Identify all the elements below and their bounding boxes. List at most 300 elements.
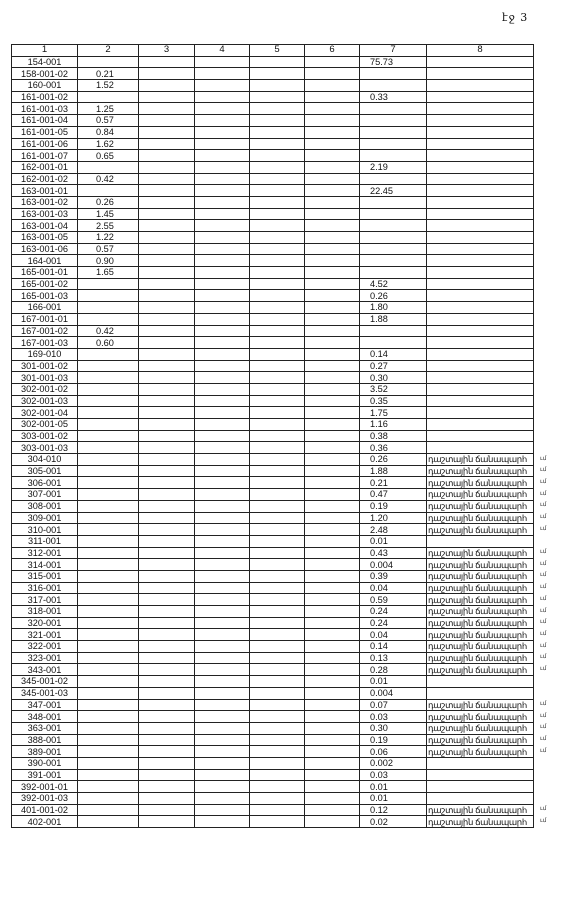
table-row	[12, 407, 534, 419]
column-4-cell	[195, 383, 250, 395]
margin-mark: ւմ	[540, 549, 547, 556]
col-header: 2	[78, 45, 139, 57]
table-row	[12, 138, 534, 150]
land-type-note-cell	[427, 68, 534, 80]
column-2-value-cell	[78, 383, 139, 395]
table-row	[12, 419, 534, 431]
column-3-cell	[139, 91, 195, 103]
column-7-value-cell: 0.43	[360, 547, 427, 559]
column-3-cell	[139, 816, 195, 828]
column-5-cell	[250, 161, 305, 173]
column-5-cell	[250, 150, 305, 162]
column-5-cell	[250, 699, 305, 711]
column-2-value-cell	[78, 395, 139, 407]
table-row	[12, 769, 534, 781]
column-2-value-cell	[78, 641, 139, 653]
column-7-value-cell: 0.07	[360, 699, 427, 711]
col-header: 1	[12, 45, 78, 57]
column-6-cell	[305, 325, 360, 337]
column-3-cell	[139, 419, 195, 431]
col-header: 3	[139, 45, 195, 57]
land-type-note-cell: դաշտային ճանապարհ	[427, 711, 534, 723]
column-7-value-cell: 0.14	[360, 641, 427, 653]
column-6-cell	[305, 173, 360, 185]
parcel-code-cell: 304-010	[12, 454, 78, 466]
column-3-cell	[139, 185, 195, 197]
column-6-cell	[305, 769, 360, 781]
margin-mark: ւմ	[540, 584, 547, 591]
column-4-cell	[195, 722, 250, 734]
parcel-code-cell: 302-001-05	[12, 419, 78, 431]
column-6-cell	[305, 793, 360, 805]
land-type-note-cell: դաշտային ճանապարհ	[427, 699, 534, 711]
parcel-code-cell: 317-001	[12, 594, 78, 606]
land-type-note-cell	[427, 793, 534, 805]
parcel-code-cell: 163-001-02	[12, 196, 78, 208]
column-3-cell	[139, 196, 195, 208]
column-6-cell	[305, 477, 360, 489]
table-row	[12, 641, 534, 653]
column-3-cell	[139, 395, 195, 407]
column-3-cell	[139, 243, 195, 255]
column-4-cell	[195, 313, 250, 325]
margin-mark: ւմ	[540, 514, 547, 520]
column-5-cell	[250, 477, 305, 489]
column-4-cell	[195, 243, 250, 255]
land-type-note-cell	[427, 91, 534, 103]
column-3-cell	[139, 290, 195, 302]
column-6-cell	[305, 547, 360, 559]
column-7-value-cell: 0.33	[360, 91, 427, 103]
column-6-cell	[305, 372, 360, 384]
column-6-cell	[305, 512, 360, 524]
margin-mark: ւմ	[540, 642, 547, 649]
column-5-cell	[250, 419, 305, 431]
column-5-cell	[250, 232, 305, 244]
land-type-note-cell	[427, 687, 534, 699]
column-5-cell	[250, 489, 305, 501]
parcel-code-cell: 301-001-03	[12, 372, 78, 384]
parcel-code-cell: 307-001	[12, 489, 78, 501]
column-5-cell	[250, 535, 305, 547]
column-7-value-cell: 1.80	[360, 302, 427, 314]
margin-mark: ւմ	[540, 572, 547, 579]
land-type-note-cell: դաշտային ճանապարհ	[427, 606, 534, 618]
column-2-value-cell	[78, 746, 139, 758]
column-6-cell	[305, 734, 360, 746]
parcel-code-cell: 163-001-03	[12, 208, 78, 220]
column-5-cell	[250, 267, 305, 279]
column-7-value-cell	[360, 103, 427, 115]
column-3-cell	[139, 664, 195, 676]
column-5-cell	[250, 185, 305, 197]
land-type-note-cell	[427, 290, 534, 302]
land-type-note-cell: դաշտային ճանապարհ	[427, 722, 534, 734]
parcel-code-cell: 163-001-04	[12, 220, 78, 232]
column-4-cell	[195, 781, 250, 793]
column-6-cell	[305, 804, 360, 816]
table-row	[12, 395, 534, 407]
column-6-cell	[305, 500, 360, 512]
table-row	[12, 757, 534, 769]
land-type-note-cell	[427, 337, 534, 349]
parcel-code-cell: 166-001	[12, 302, 78, 314]
column-7-value-cell: 2.19	[360, 161, 427, 173]
column-7-value-cell: 1.20	[360, 512, 427, 524]
land-type-note-cell: դաշտային ճանապարհ	[427, 652, 534, 664]
column-7-value-cell: 0.01	[360, 676, 427, 688]
column-3-cell	[139, 56, 195, 68]
margin-mark: ւմ	[540, 595, 547, 602]
column-4-cell	[195, 348, 250, 360]
parcel-code-cell: 305-001	[12, 465, 78, 477]
column-3-cell	[139, 278, 195, 290]
column-4-cell	[195, 699, 250, 711]
column-4-cell	[195, 220, 250, 232]
column-3-cell	[139, 547, 195, 559]
table-row	[12, 430, 534, 442]
land-type-note-cell	[427, 255, 534, 267]
column-3-cell	[139, 232, 195, 244]
land-type-note-cell	[427, 173, 534, 185]
column-3-cell	[139, 734, 195, 746]
table-row	[12, 278, 534, 290]
column-4-cell	[195, 489, 250, 501]
column-4-cell	[195, 454, 250, 466]
column-2-value-cell	[78, 652, 139, 664]
column-6-cell	[305, 302, 360, 314]
column-2-value-cell: 0.42	[78, 173, 139, 185]
column-4-cell	[195, 535, 250, 547]
column-3-cell	[139, 711, 195, 723]
column-5-cell	[250, 360, 305, 372]
margin-mark: ւմ	[540, 490, 547, 497]
column-5-cell	[250, 56, 305, 68]
column-6-cell	[305, 757, 360, 769]
table-row	[12, 781, 534, 793]
column-3-cell	[139, 161, 195, 173]
column-3-cell	[139, 454, 195, 466]
table-row	[12, 676, 534, 688]
table-row	[12, 606, 534, 618]
parcel-code-cell: 161-001-06	[12, 138, 78, 150]
column-7-value-cell: 0.19	[360, 734, 427, 746]
column-7-value-cell: 3.52	[360, 383, 427, 395]
column-2-value-cell	[78, 781, 139, 793]
column-7-value-cell	[360, 267, 427, 279]
table-row	[12, 699, 534, 711]
column-6-cell	[305, 267, 360, 279]
column-4-cell	[195, 570, 250, 582]
column-4-cell	[195, 793, 250, 805]
table-row	[12, 360, 534, 372]
column-2-value-cell	[78, 302, 139, 314]
column-6-cell	[305, 559, 360, 571]
table-row	[12, 629, 534, 641]
col-header: 7	[360, 45, 427, 57]
column-4-cell	[195, 524, 250, 536]
column-2-value-cell: 1.25	[78, 103, 139, 115]
column-4-cell	[195, 746, 250, 758]
column-2-value-cell	[78, 722, 139, 734]
column-3-cell	[139, 629, 195, 641]
land-type-note-cell: դաշտային ճանապարհ	[427, 617, 534, 629]
column-7-value-cell: 1.16	[360, 419, 427, 431]
column-4-cell	[195, 208, 250, 220]
column-3-cell	[139, 407, 195, 419]
table-row	[12, 746, 534, 758]
table-row	[12, 570, 534, 582]
parcel-code-cell: 320-001	[12, 617, 78, 629]
land-type-note-cell: դաշտային ճանապարհ	[427, 489, 534, 501]
column-7-value-cell: 0.01	[360, 793, 427, 805]
column-3-cell	[139, 500, 195, 512]
column-4-cell	[195, 325, 250, 337]
column-7-value-cell: 4.52	[360, 278, 427, 290]
parcel-code-cell: 345-001-02	[12, 676, 78, 688]
parcel-code-cell: 165-001-03	[12, 290, 78, 302]
land-type-note-cell	[427, 313, 534, 325]
column-7-value-cell: 0.26	[360, 454, 427, 466]
land-type-note-cell	[427, 56, 534, 68]
table-row	[12, 687, 534, 699]
column-5-cell	[250, 711, 305, 723]
column-3-cell	[139, 769, 195, 781]
land-type-note-cell	[427, 769, 534, 781]
column-5-cell	[250, 570, 305, 582]
table-row	[12, 594, 534, 606]
column-4-cell	[195, 594, 250, 606]
column-7-value-cell	[360, 150, 427, 162]
table-row	[12, 103, 534, 115]
column-4-cell	[195, 103, 250, 115]
column-5-cell	[250, 559, 305, 571]
column-2-value-cell: 1.22	[78, 232, 139, 244]
column-6-cell	[305, 80, 360, 92]
parcel-code-cell: 302-001-02	[12, 383, 78, 395]
column-5-cell	[250, 325, 305, 337]
land-type-note-cell: դաշտային ճանապարհ	[427, 734, 534, 746]
column-3-cell	[139, 255, 195, 267]
parcel-code-cell: 160-001	[12, 80, 78, 92]
table-row	[12, 267, 534, 279]
column-2-value-cell	[78, 278, 139, 290]
table-row	[12, 185, 534, 197]
parcel-code-cell: 163-001-01	[12, 185, 78, 197]
column-6-cell	[305, 629, 360, 641]
column-7-value-cell	[360, 196, 427, 208]
column-3-cell	[139, 757, 195, 769]
column-6-cell	[305, 430, 360, 442]
column-4-cell	[195, 477, 250, 489]
column-6-cell	[305, 56, 360, 68]
table-row	[12, 313, 534, 325]
column-5-cell	[250, 629, 305, 641]
column-6-cell	[305, 652, 360, 664]
column-5-cell	[250, 512, 305, 524]
column-3-cell	[139, 208, 195, 220]
column-2-value-cell: 0.21	[78, 68, 139, 80]
margin-mark: ւմ	[540, 455, 547, 462]
column-4-cell	[195, 757, 250, 769]
column-7-value-cell	[360, 68, 427, 80]
column-6-cell	[305, 570, 360, 582]
column-4-cell	[195, 302, 250, 314]
column-6-cell	[305, 383, 360, 395]
table-row	[12, 454, 534, 466]
column-4-cell	[195, 641, 250, 653]
land-type-note-cell	[427, 442, 534, 454]
column-2-value-cell	[78, 185, 139, 197]
table-row	[12, 290, 534, 302]
land-type-note-cell	[427, 208, 534, 220]
land-type-note-cell	[427, 360, 534, 372]
column-2-value-cell	[78, 699, 139, 711]
land-type-note-cell: դաշտային ճանապարհ	[427, 570, 534, 582]
parcel-code-cell: 312-001	[12, 547, 78, 559]
column-2-value-cell	[78, 547, 139, 559]
column-5-cell	[250, 664, 305, 676]
table-row	[12, 442, 534, 454]
parcel-code-cell: 161-001-07	[12, 150, 78, 162]
column-5-cell	[250, 746, 305, 758]
parcel-code-cell: 302-001-03	[12, 395, 78, 407]
col-header: 4	[195, 45, 250, 57]
parcel-code-cell: 158-001-02	[12, 68, 78, 80]
column-2-value-cell	[78, 454, 139, 466]
column-4-cell	[195, 664, 250, 676]
column-3-cell	[139, 313, 195, 325]
land-parcel-table	[11, 44, 534, 828]
table-row	[12, 255, 534, 267]
column-7-value-cell: 0.04	[360, 629, 427, 641]
column-3-cell	[139, 687, 195, 699]
column-7-value-cell: 0.004	[360, 687, 427, 699]
column-7-value-cell: 1.88	[360, 465, 427, 477]
column-2-value-cell	[78, 313, 139, 325]
table-row	[12, 477, 534, 489]
table-row	[12, 547, 534, 559]
column-7-value-cell: 0.01	[360, 781, 427, 793]
column-7-value-cell: 0.01	[360, 535, 427, 547]
column-5-cell	[250, 138, 305, 150]
column-6-cell	[305, 676, 360, 688]
land-type-note-cell: դաշտային ճանապարհ	[427, 512, 534, 524]
column-5-cell	[250, 816, 305, 828]
margin-mark: ւմ	[540, 607, 547, 614]
column-7-value-cell: 0.59	[360, 594, 427, 606]
land-type-note-cell	[427, 372, 534, 384]
column-4-cell	[195, 442, 250, 454]
column-3-cell	[139, 103, 195, 115]
parcel-code-cell: 303-001-02	[12, 430, 78, 442]
column-4-cell	[195, 606, 250, 618]
column-2-value-cell	[78, 512, 139, 524]
column-2-value-cell	[78, 734, 139, 746]
column-7-value-cell: 0.30	[360, 372, 427, 384]
column-6-cell	[305, 68, 360, 80]
column-3-cell	[139, 652, 195, 664]
column-3-cell	[139, 559, 195, 571]
table-row	[12, 664, 534, 676]
column-6-cell	[305, 454, 360, 466]
table-row	[12, 196, 534, 208]
table-row	[12, 115, 534, 127]
column-6-cell	[305, 290, 360, 302]
column-3-cell	[139, 524, 195, 536]
column-7-value-cell: 0.14	[360, 348, 427, 360]
column-2-value-cell	[78, 360, 139, 372]
column-5-cell	[250, 442, 305, 454]
column-3-cell	[139, 325, 195, 337]
column-7-value-cell	[360, 138, 427, 150]
column-3-cell	[139, 68, 195, 80]
table-row	[12, 56, 534, 68]
table-row	[12, 734, 534, 746]
column-6-cell	[305, 535, 360, 547]
parcel-code-cell: 323-001	[12, 652, 78, 664]
parcel-code-cell: 347-001	[12, 699, 78, 711]
column-2-value-cell: 1.52	[78, 80, 139, 92]
table-row	[12, 372, 534, 384]
column-7-value-cell: 0.24	[360, 617, 427, 629]
column-2-value-cell	[78, 535, 139, 547]
margin-mark: ւմ	[540, 467, 547, 474]
parcel-code-cell: 308-001	[12, 500, 78, 512]
column-4-cell	[195, 465, 250, 477]
column-7-value-cell: 22.45	[360, 185, 427, 197]
column-3-cell	[139, 442, 195, 454]
column-3-cell	[139, 465, 195, 477]
table-row	[12, 348, 534, 360]
column-4-cell	[195, 617, 250, 629]
column-5-cell	[250, 500, 305, 512]
parcel-code-cell: 165-001-01	[12, 267, 78, 279]
column-5-cell	[250, 430, 305, 442]
land-type-note-cell	[427, 676, 534, 688]
column-2-value-cell: 0.57	[78, 115, 139, 127]
column-4-cell	[195, 68, 250, 80]
land-type-note-cell: դաշտային ճանապարհ	[427, 465, 534, 477]
column-5-cell	[250, 220, 305, 232]
column-6-cell	[305, 360, 360, 372]
column-7-value-cell: 1.75	[360, 407, 427, 419]
column-7-value-cell: 0.06	[360, 746, 427, 758]
column-3-cell	[139, 477, 195, 489]
parcel-code-cell: 161-001-02	[12, 91, 78, 103]
column-3-cell	[139, 267, 195, 279]
column-2-value-cell	[78, 582, 139, 594]
column-2-value-cell	[78, 687, 139, 699]
column-7-value-cell: 0.03	[360, 769, 427, 781]
margin-mark: ւմ	[540, 619, 547, 626]
land-type-note-cell: դաշտային ճանապարհ	[427, 641, 534, 653]
column-5-cell	[250, 68, 305, 80]
column-6-cell	[305, 442, 360, 454]
column-4-cell	[195, 80, 250, 92]
column-7-value-cell: 0.38	[360, 430, 427, 442]
column-3-cell	[139, 150, 195, 162]
column-7-value-cell	[360, 208, 427, 220]
land-type-note-cell	[427, 535, 534, 547]
column-2-value-cell	[78, 570, 139, 582]
column-4-cell	[195, 687, 250, 699]
column-7-value-cell	[360, 220, 427, 232]
table-row	[12, 68, 534, 80]
table-row	[12, 325, 534, 337]
column-2-value-cell	[78, 617, 139, 629]
column-2-value-cell	[78, 664, 139, 676]
